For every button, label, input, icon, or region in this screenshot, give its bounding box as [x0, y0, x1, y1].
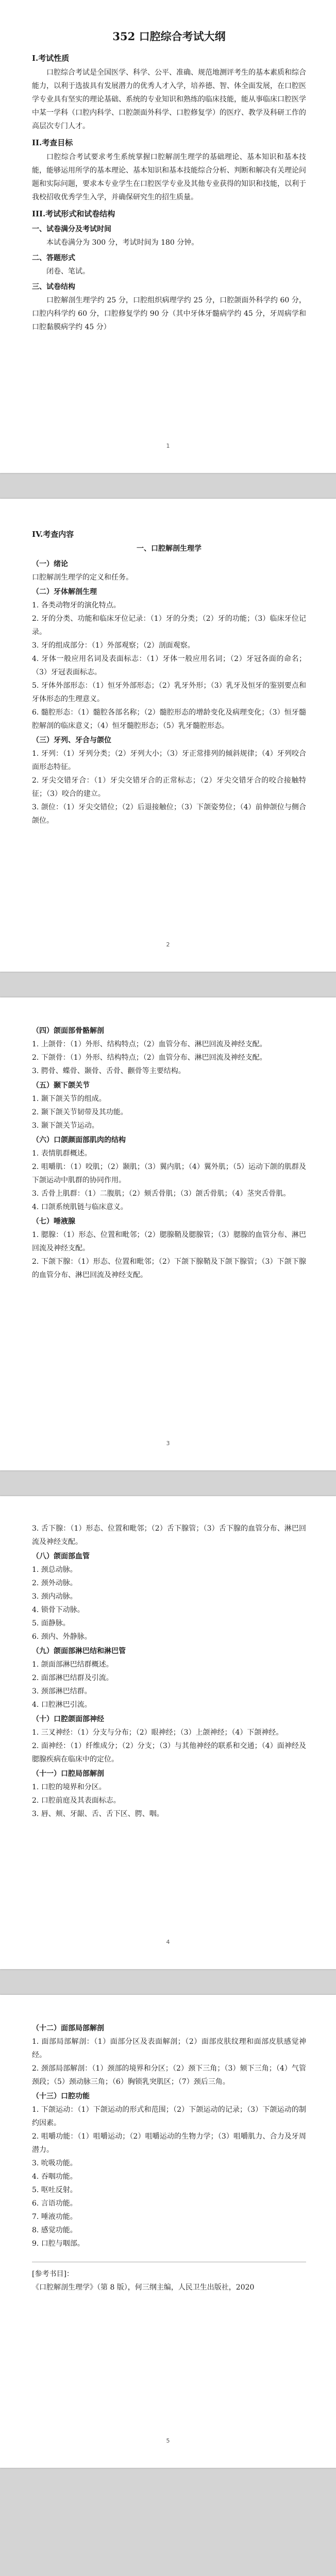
- outline-item: 3. 颈部淋巴结群。: [32, 1687, 92, 1696]
- document-page-2: [0, 499, 336, 972]
- page-content: [32, 2021, 306, 2294]
- page-number: 1: [166, 443, 170, 449]
- outline-item: 4. 口颌系统肌链与临床意义。: [32, 1203, 128, 1211]
- page-number: 5: [166, 2437, 170, 2444]
- outline-item: 1. 表情肌群概述。: [32, 1149, 92, 1158]
- outline-item: 6. 颈内、外静脉。: [32, 1633, 92, 1641]
- outline-item: 7. 唾液功能。: [32, 2213, 77, 2221]
- outline-item: 3. 吮吸功能。: [32, 2159, 77, 2167]
- page-content: [32, 1522, 306, 1821]
- outline-item: 2. 颈部局部解剖：（1）颈部的境界和分区；（2）颈下三角；（3）颏下三角；（4）气管颈段；（5）颈动脉三角；（6）胸锁乳突肌区；（7）颈后三角。: [32, 2064, 306, 2086]
- outline-item: 1. 各类动物牙的演化特点。: [32, 601, 121, 609]
- exam-nature-heading: I.考试性质: [32, 54, 70, 63]
- outline-item: 3. 颈内动脉。: [32, 1592, 77, 1601]
- outline-item: 5. 面静脉。: [32, 1619, 70, 1628]
- outline-item: 5. 牙体外部形态：（1）恒牙外部形态；（2）乳牙外形；（3）乳牙及恒牙的鉴别要点和牙体形态的生理意义。: [32, 682, 306, 703]
- outline-item: （十三）口腔功能: [32, 2092, 90, 2100]
- exam-objective-text: 口腔综合考试要求考生系统掌握口腔解剖生理学的基础理论、基本知识和基本技能，能够运用所学的基本理论、基本知识和基本技能综合分析、判断和解决有关理论问题和实际问题，要求本专业学生在口腔医学专业及其他专业获得的知识和技能，以利于我校招收优秀学生入学，并确保研究生的招生质量。: [32, 153, 306, 201]
- outline-item: （六）口颌颜面部肌肉的结构: [32, 1136, 126, 1144]
- outline-item: 3. 唇、颊、牙龈、舌、舌下区、腭、咽。: [32, 1810, 164, 1818]
- outline-item: 5. 呕吐反射。: [32, 2186, 77, 2194]
- document-page-1: [0, 0, 336, 473]
- outline-item: 2. 面部淋巴结群及引流。: [32, 1674, 113, 1682]
- page-number: 3: [166, 1440, 170, 1447]
- outline-item: 1. 颈总动脉。: [32, 1566, 77, 1574]
- outline-list: [32, 1024, 306, 1282]
- outline-item: 4. 吞咽功能。: [32, 2173, 77, 2181]
- outline-item: （五）颞下颌关节: [32, 1081, 90, 1090]
- outline-item: （二）牙体解剖生理: [32, 588, 97, 596]
- outline-item: 1. 上颌骨：（1）外形、结构特点；（2）血管分布、淋巴回流及神经支配。: [32, 1040, 267, 1048]
- outline-item: 2. 下颌下腺：（1）形态、位置和毗邻；（2）下颌下腺鞘及下颌下腺管；（3）下颌下腺的血管分布、淋巴回流及神经支配。: [32, 1258, 306, 1279]
- paper-structure-text: 口腔解剖生理学约 25 分，口腔组织病理学约 25 分，口腔颌面外科学约 60 分，口腔内科学约 60 分，口腔修复学约 90 分（其中牙体牙髓病学约 45 分，牙周病学和口腔黏膜病学约 45 分）: [32, 296, 306, 331]
- outline-item: 1. 三叉神经：（1）分支与分布；（2）眼神经；（3）上颌神经；（4）下颌神经。: [32, 1728, 283, 1737]
- outline-item: （九）颌面部淋巴结和淋巴管: [32, 1647, 126, 1655]
- exam-nature-text: 口腔综合考试是全国医学、科学、公平、准确、规范地测评考生的基本素质和综合能力，以利于选拔具有发展潜力的优秀人才入学，培养德、智、体全面发展，在口腔医学专业具有坚实的理论基础、系统的专业知识和熟练的临床技能，能从事临床口腔医学中某一学科（口腔内科学、口腔颌面外科学、口腔修复学）的医疗、教学及科研工作的高层次专门人才。: [32, 69, 306, 130]
- document-page-3: [0, 997, 336, 1470]
- outline-item: 1. 口腔的境界和分区。: [32, 1783, 106, 1791]
- outline-item: 1. 面部局部解剖：（1）面部分区及表面解剖；（2）面部皮肤纹理和面部皮肤感觉神经。: [32, 2038, 306, 2059]
- outline-list: [32, 1522, 306, 1821]
- outline-item: 4. 锁骨下动脉。: [32, 1606, 85, 1614]
- score-time-heading: 一、试卷满分及考试时间: [32, 225, 111, 233]
- outline-item: 3. 舌骨上肌群：（1）二腹肌；（2）颏舌骨肌；（3）颌舌骨肌；（4）茎突舌骨肌。: [32, 1190, 291, 1198]
- outline-item: 2. 咀嚼功能：（1）咀嚼运动；（2）咀嚼运动的生物力学；（3）咀嚼肌力、合力及牙周潜力。: [32, 2132, 306, 2154]
- section-title: 一、口腔解剖生理学: [137, 545, 201, 553]
- outline-item: 1. 颞下颌关节的组成。: [32, 1095, 106, 1103]
- outline-item: （十一）口腔局部解剖: [32, 1770, 104, 1778]
- document-title: 352 口腔综合考试大纲: [112, 30, 226, 43]
- paper-structure-heading: 三、试卷结构: [32, 283, 75, 291]
- document-page-5: [0, 1995, 336, 2468]
- outline-item: （八）颌面部血管: [32, 1552, 90, 1561]
- answer-format-heading: 二、答题形式: [32, 254, 75, 262]
- outline-item: 3. 颌位：（1）牙尖交错位；（2）后退接触位；（3）下颌姿势位；（4）前伸颌位与侧合颌位。: [32, 803, 306, 825]
- outline-item: 2. 下颌骨：（1）外形、结构特点；（2）血管分布、淋巴回流及神经支配。: [32, 1054, 267, 1062]
- exam-format-heading: III.考试形式和试卷结构: [32, 209, 115, 218]
- reference-text: 《口腔解剖生理学》（第 8 版），何三纲主编，人民卫生出版社，2020: [32, 2283, 255, 2292]
- outline-item: 口腔解剖生理学的定义和任务。: [32, 573, 133, 582]
- outline-item: 6. 髓腔形态：（1）髓腔各部名称；（2）髓腔形态的增龄变化及病理变化；（3）恒牙髓腔解剖的临床意义；（4）恒牙髓腔形态；（5）乳牙髓腔形态。: [32, 708, 306, 730]
- exam-content-heading: IV.考查内容: [32, 530, 74, 539]
- outline-item: 6. 言语功能。: [32, 2199, 77, 2208]
- outline-item: 4. 口腔淋巴引流。: [32, 1701, 92, 1709]
- page-content: [32, 1023, 306, 1282]
- outline-item: 3. 颞下颌关节运动。: [32, 1122, 99, 1130]
- outline-item: （七）唾液腺: [32, 1217, 75, 1226]
- outline-item: 1. 牙列：（1）牙列分类；（2）牙列大小；（3）牙正常排列的倾斜规律；（4）牙列咬合面形态特征。: [32, 750, 306, 771]
- outline-item: 8. 感觉功能。: [32, 2226, 77, 2234]
- page-number: 4: [166, 1939, 170, 1945]
- outline-item: 3. 牙的组成部分：（1）外部观察；（2）剖面观察。: [32, 641, 195, 650]
- outline-item: 9. 口腔与咽部。: [32, 2240, 85, 2248]
- outline-item: 2. 牙尖交错牙合：（1）牙尖交错牙合的正常标志；（2）牙尖交错牙合的咬合接触特征；（3）咬合的建立。: [32, 776, 306, 798]
- outline-item: 1. 颌面部淋巴结群概述。: [32, 1660, 113, 1669]
- page-number: 2: [166, 941, 170, 948]
- outline-item: 2. 口腔前庭及其表面标志。: [32, 1797, 121, 1805]
- outline-item: 1. 腮腺：（1）形态、位置和毗邻；（2）腮腺鞘及腮腺管；（3）腮腺的血管分布、淋巴回流及神经支配。: [32, 1231, 306, 1252]
- outline-item: （三）牙列、牙合与颌位: [32, 736, 111, 744]
- outline-list: [32, 2022, 306, 2250]
- outline-item: （四）颌面部骨骼解剖: [32, 1027, 104, 1035]
- outline-item: 2. 颈外动脉。: [32, 1579, 77, 1587]
- page-content: [32, 524, 306, 827]
- reference-heading: [参考书目]：: [32, 2270, 74, 2278]
- outline-item: （一）绪论: [32, 560, 68, 568]
- page-content: [32, 26, 306, 334]
- outline-item: 3. 舌下腺：（1）形态、位置和毗邻；（2）舌下腺管；（3）舌下腺的血管分布、淋巴回流及神经支配。: [32, 1524, 306, 1546]
- exam-objective-heading: II.考查目标: [32, 138, 73, 147]
- score-time-text: 本试卷满分为 300 分，考试时间为 180 分钟。: [46, 239, 199, 247]
- outline-item: （十二）面部局部解剖: [32, 2024, 104, 2032]
- outline-item: 2. 面神经：（1）纤维成分；（2）分支；（3）与其他神经的联系和交通；（4）面神经及腮腺疾病在临床中的定位。: [32, 1742, 306, 1764]
- document-page-4: [0, 1496, 336, 1969]
- outline-item: 2. 牙的分类、功能和临床牙位记录：（1）牙的分类；（2）牙的功能；（3）临床牙位记录。: [32, 615, 306, 636]
- outline-item: 2. 颞下颌关节韧带及其功能。: [32, 1108, 128, 1116]
- outline-list: [32, 557, 306, 827]
- outline-item: 2. 咀嚼肌：（1）咬肌；（2）颞肌；（3）翼内肌；（4）翼外肌；（5）运动下颌的肌群及下颌运动中肌群的协同作用。: [32, 1163, 306, 1184]
- outline-item: 3. 腭骨、蝶骨、颞骨、舌骨、颧骨等主要结构。: [32, 1067, 186, 1075]
- answer-format-text: 闭卷、笔试。: [46, 267, 90, 276]
- outline-item: 1. 下颌运动：（1）下颌运动的形式和范围；（2）下颌运动的记录；（3）下颌运动的制约因素。: [32, 2106, 306, 2127]
- outline-item: （十）口腔颌面部神经: [32, 1715, 104, 1723]
- outline-item: 4. 牙体一般应用名词及表面标志：（1）牙体一般应用名词；（2）牙冠各面的命名；（3）牙冠表面标志。: [32, 655, 306, 676]
